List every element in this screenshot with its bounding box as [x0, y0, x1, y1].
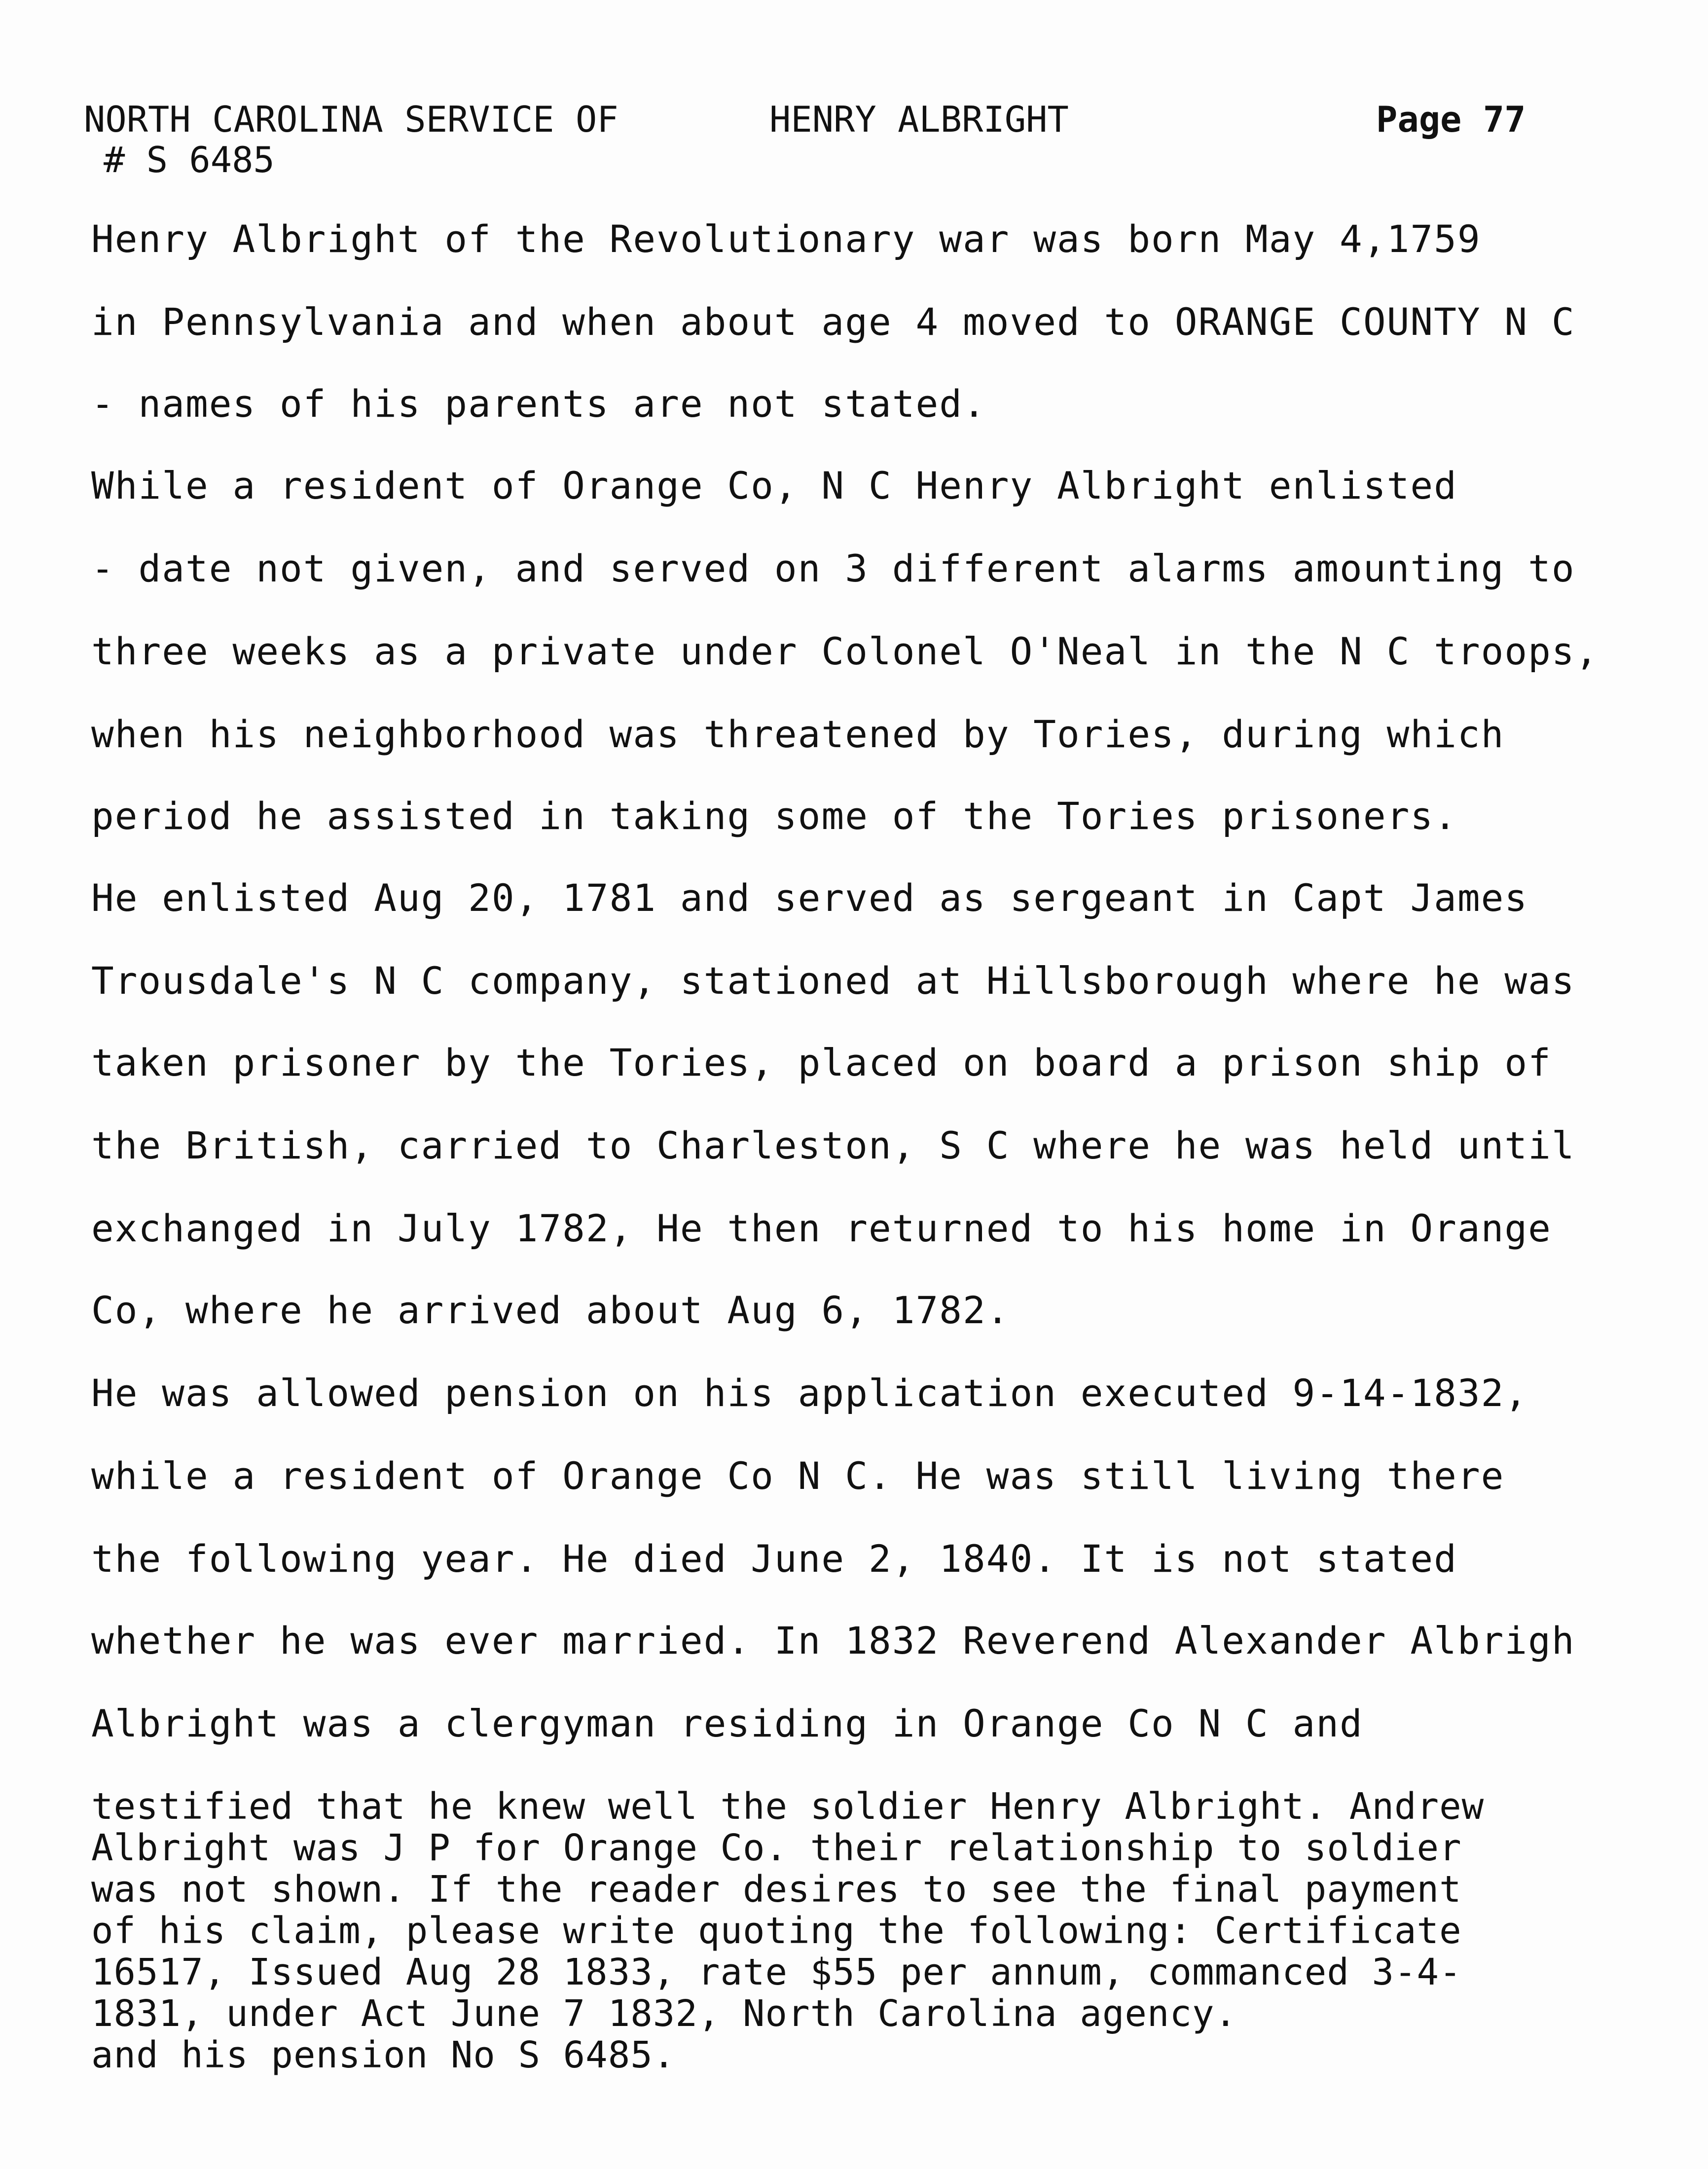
body-line: in Pennsylvania and when about age 4 moved to ORANGE COUNTY N C — [91, 300, 1575, 344]
body-line: Co, where he arrived about Aug 6, 1782. — [91, 1288, 1010, 1332]
header-file-number: # S 6485 — [104, 139, 275, 181]
body-line: period he assisted in taking some of the Tories prisoners. — [91, 794, 1457, 838]
final-line: 1831, under Act June 7 1832, North Carolina agency. — [91, 1992, 1237, 2035]
final-line: was not shown. If the reader desires to see the final payment — [91, 1868, 1462, 1911]
body-line: the following year. He died June 2, 1840. It is not stated — [91, 1537, 1457, 1581]
body-line: when his neighborhood was threatened by Tories, during which — [91, 712, 1505, 756]
header-service-title: NORTH CAROLINA SERVICE OF — [84, 99, 618, 140]
body-line: He was allowed pension on his application executed 9-14-1832, — [91, 1371, 1528, 1415]
body-line: While a resident of Orange Co, N C Henry Albright enlisted — [91, 464, 1457, 507]
final-line: testified that he knew well the soldier Henry Albright. Andrew — [91, 1785, 1485, 1828]
header-page-number: Page 77 — [1376, 99, 1526, 140]
body-line: the British, carried to Charleston, S C where he was held until — [91, 1123, 1575, 1167]
final-line: 16517, Issued Aug 28 1833, rate $55 per annum, commanced 3-4- — [91, 1951, 1462, 1993]
body-line: three weeks as a private under Colonel O'Neal in the N C troops, — [91, 629, 1599, 673]
body-line: while a resident of Orange Co N C. He was still living there — [91, 1454, 1505, 1498]
body-line: Trousdale's N C company, stationed at Hillsborough where he was — [91, 959, 1575, 1003]
final-line: Albright was J P for Orange Co. their relationship to soldier — [91, 1827, 1462, 1869]
body-line: exchanged in July 1782, He then returned to his home in Orange — [91, 1206, 1552, 1250]
body-line: whether he was ever married. In 1832 Reverend Alexander Albrigh — [91, 1619, 1575, 1663]
body-line: - date not given, and served on 3 different alarms amounting to — [91, 546, 1575, 590]
header-soldier-name: HENRY ALBRIGHT — [769, 99, 1069, 140]
body-line: Albright was a clergyman residing in Orange Co N C and — [91, 1701, 1363, 1745]
body-line: taken prisoner by the Tories, placed on board a prison ship of — [91, 1041, 1552, 1084]
body-line: He enlisted Aug 20, 1781 and served as sergeant in Capt James — [91, 876, 1528, 920]
body-line: Henry Albright of the Revolutionary war was born May 4,1759 — [91, 217, 1481, 261]
final-line: and his pension No S 6485. — [91, 2034, 676, 2076]
body-line: - names of his parents are not stated. — [91, 382, 986, 426]
final-line: of his claim, please write quoting the following: Certificate — [91, 1910, 1462, 1952]
